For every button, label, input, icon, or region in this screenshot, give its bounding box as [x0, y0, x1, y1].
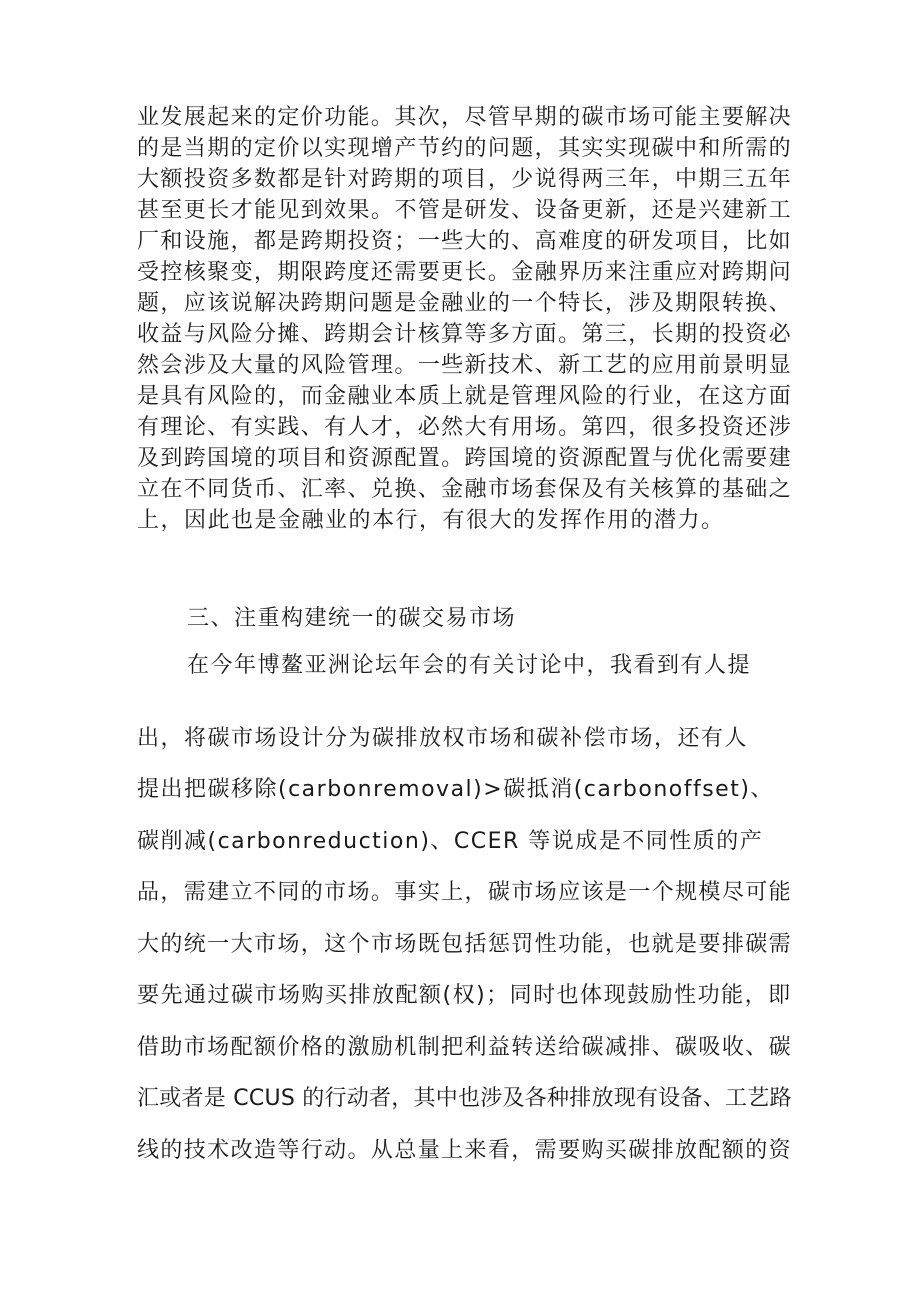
- paragraph-2-line-7: 借助市场配额价格的激励机制把利益转送给碳减排、碳吸收、碳: [137, 1035, 793, 1060]
- paragraph-1-line-14: 上，因此也是金融业的本行，有很大的发挥作用的潜力。: [137, 508, 725, 533]
- paragraph-2-line-5: 大的统一大市场，这个市场既包括惩罚性功能，也就是要排碳需: [137, 932, 793, 957]
- paragraph-2-line-6: 要先通过碳市场购买排放配额(权)；同时也体现鼓励性功能，即: [137, 983, 792, 1008]
- paragraph-2-line-9: 线的技术改造等行动。从总量上来看，需要购买碳排放配额的资: [137, 1138, 793, 1163]
- paragraph-1-line-13: 立在不同货币、汇率、兑换、金融市场套保及有关核算的基础之: [137, 477, 793, 502]
- paragraph-1-line-12: 及到跨国境的项目和资源配置。跨国境的资源配置与优化需要建: [137, 446, 793, 471]
- paragraph-1-line-2: 的是当期的定价以实现增产节约的问题，其实实现碳中和所需的: [137, 136, 793, 161]
- paragraph-1-line-8: 收益与风险分摊、跨期会计核算等多方面。第三，长期的投资必: [137, 322, 793, 347]
- paragraph-2-line-3: 碳削减(carbonreduction)、CCER 等说成是不同性质的产: [137, 829, 764, 854]
- paragraph-1-line-1: 业发展起来的定价功能。其次，尽管早期的碳市场可能主要解决: [137, 105, 793, 130]
- paragraph-2-line-4: 品，需建立不同的市场。事实上，碳市场应该是一个规模尽可能: [137, 880, 793, 905]
- paragraph-1-line-7: 题，应该说解决跨期问题是金融业的一个特长，涉及期限转换、: [137, 291, 793, 316]
- paragraph-1-line-4: 甚至更长才能见到效果。不管是研发、设备更新，还是兴建新工: [137, 198, 793, 223]
- paragraph-1-line-10: 是具有风险的，而金融业本质上就是管理风险的行业，在这方面: [137, 384, 793, 409]
- paragraph-1-line-6: 受控核聚变，期限跨度还需要更长。金融界历来注重应对跨期问: [137, 260, 793, 285]
- paragraph-1-line-11: 有理论、有实践、有人才，必然大有用场。第四，很多投资还涉: [137, 415, 793, 440]
- section-heading: 三、注重构建统一的碳交易市场: [187, 606, 517, 631]
- paragraph-2-first-line: 在今年博鳌亚洲论坛年会的有关讨论中，我看到有人提: [187, 653, 752, 678]
- paragraph-2-line-2: 提出把碳移除(carbonremoval)>碳抵消(carbonoffset)、: [137, 777, 774, 802]
- paragraph-2-line-8: 汇或者是 CCUS 的行动者，其中也涉及各种排放现有设备、工艺路: [137, 1086, 792, 1111]
- paragraph-1-line-9: 然会涉及大量的风险管理。一些新技术、新工艺的应用前景明显: [137, 353, 793, 378]
- paragraph-2-line-1: 出，将碳市场设计分为碳排放权市场和碳补偿市场，还有人: [137, 726, 749, 751]
- paragraph-1-line-3: 大额投资多数都是针对跨期的项目，少说得两三年，中期三五年: [137, 167, 793, 192]
- paragraph-1-line-5: 厂和设施，都是跨期投资；一些大的、高难度的研发项目，比如: [137, 229, 793, 254]
